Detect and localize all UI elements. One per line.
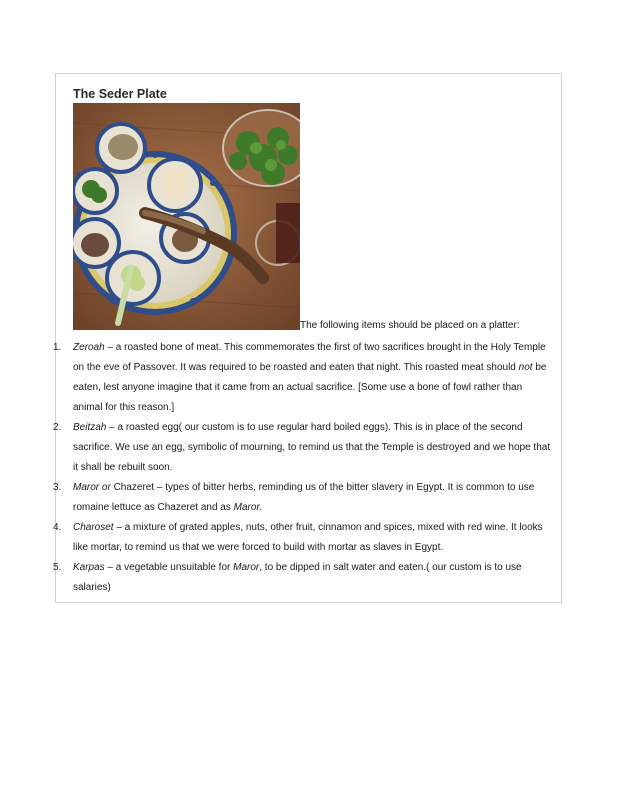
- page-title: The Seder Plate: [73, 87, 167, 101]
- item-number: 5.: [53, 562, 62, 573]
- list-item: [53, 558, 553, 598]
- seder-items-list: [53, 338, 553, 598]
- item-name: Charoset: [73, 522, 114, 533]
- item-text: – a roasted egg( our custom is to use regular hard boiled eggs). This is in place of the second sacrifice. We use an egg, symbolic of mourning, to remind us that the Temple is destroyed and we hope that it shall be rebuilt soon.: [73, 422, 551, 473]
- item-name: Maror or: [73, 482, 111, 493]
- item-emphasis: Maror: [233, 562, 260, 573]
- item-name: Beitzah: [73, 422, 107, 433]
- item-number: 3.: [53, 482, 62, 493]
- list-item: [53, 518, 553, 558]
- item-text: – a mixture of grated apples, nuts, other fruit, cinnamon and spices, mixed with red wine. It looks like mortar, to remind us that we were forced to build with mortar as slaves in Egypt.: [73, 522, 543, 553]
- list-item: [53, 478, 553, 518]
- item-number: 2.: [53, 422, 62, 433]
- item-emphasis: not: [518, 362, 533, 373]
- item-number: 4.: [53, 522, 62, 533]
- seder-plate-photo: [73, 103, 300, 330]
- item-text: – a roasted bone of meat. This commemorates the first of two sacrifices brought in the Holy Temple on the eve of Passover. It was required to be roasted and eaten that night. This roasted meat should: [73, 342, 546, 373]
- item-number: 1.: [53, 342, 62, 353]
- item-emphasis: Maror.: [233, 502, 263, 513]
- item-text: be eaten, lest anyone imagine that it came from an actual sacrifice. [Some use a bone of fowl rather than animal for this reason.]: [73, 362, 547, 413]
- item-text: , to be dipped in salt water and eaten.( our custom is to use salaries): [73, 562, 522, 593]
- item-name: Zeroah: [73, 342, 105, 353]
- item-text: – a vegetable unsuitable for: [104, 562, 234, 573]
- image-caption: The following items should be placed on a platter:: [300, 320, 520, 331]
- list-item: [53, 338, 553, 418]
- list-item: [53, 418, 553, 478]
- item-name: Karpas: [73, 562, 105, 573]
- item-text: Chazeret – types of bitter herbs, reminding us of the bitter slavery in Egypt. It is common to use romaine lettuce as Chazeret and as: [73, 482, 535, 513]
